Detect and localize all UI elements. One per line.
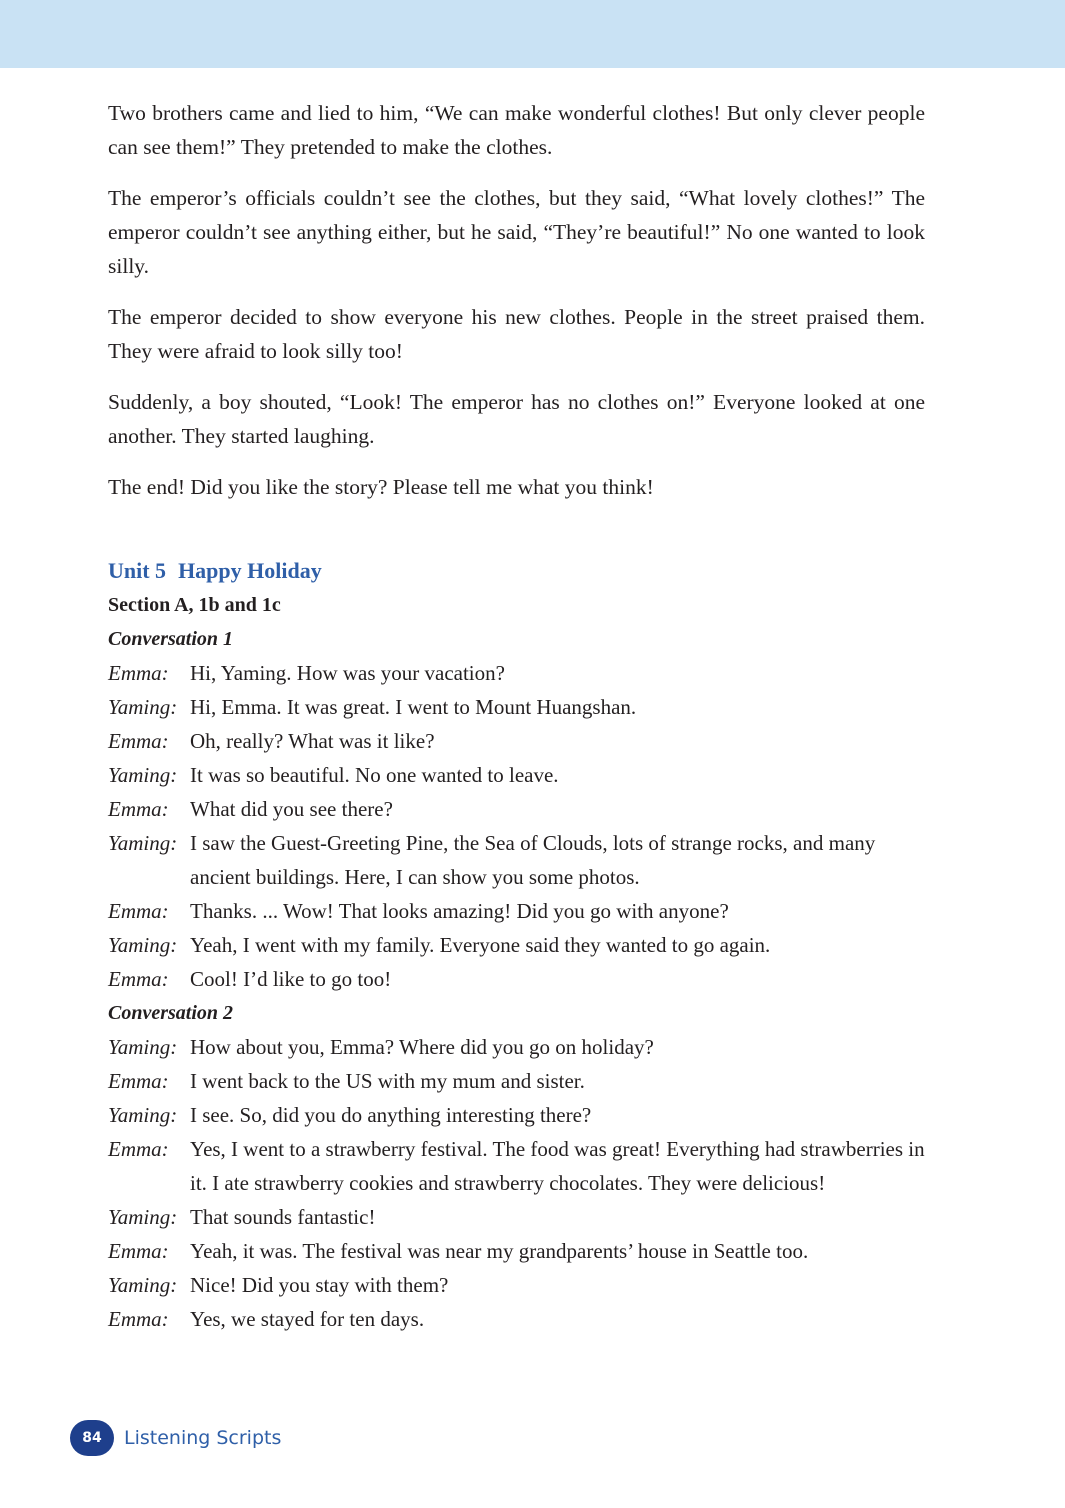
dialogue-text: What did you see there? <box>190 797 393 821</box>
dialogue-line <box>108 962 925 996</box>
speaker-name: Emma: <box>108 661 169 685</box>
page-content <box>108 96 925 1336</box>
footer-section-title: Listening Scripts <box>124 1427 282 1449</box>
dialogue-line <box>108 1064 925 1098</box>
speaker-name: Yaming: <box>108 695 178 719</box>
dialogue-line <box>108 1200 925 1234</box>
conversation-2-title: Conversation 2 <box>108 1002 234 1024</box>
story-paragraph: The emperor’s officials couldn’t see the clothes, but they said, “What lovely clothes!” The emperor couldn’t see anything either, but he said, “They’re beautiful!” No one wanted to look silly. <box>108 186 925 278</box>
dialogue-line <box>108 656 925 690</box>
dialogue-text: I went back to the US with my mum and sister. <box>190 1069 585 1093</box>
dialogue-text: Thanks. ... Wow! That looks amazing! Did you go with anyone? <box>190 899 729 923</box>
section-heading: Section A, 1b and 1c <box>108 594 281 616</box>
header-band <box>0 0 1065 68</box>
unit-title: Happy Holiday <box>178 558 322 583</box>
dialogue-text: Oh, really? What was it like? <box>190 729 435 753</box>
speaker-name: Emma: <box>108 1069 169 1093</box>
dialogue-line <box>108 928 925 962</box>
dialogue-line <box>108 1098 925 1132</box>
speaker-name: Yaming: <box>108 933 178 957</box>
dialogue-line <box>108 1302 925 1336</box>
speaker-name: Yaming: <box>108 763 178 787</box>
dialogue-text: Yeah, it was. The festival was near my grandparents’ house in Seattle too. <box>190 1239 809 1263</box>
speaker-name: Yaming: <box>108 1035 178 1059</box>
speaker-name: Emma: <box>108 729 169 753</box>
speaker-name: Emma: <box>108 1137 169 1161</box>
dialogue-text: Hi, Emma. It was great. I went to Mount Huangshan. <box>190 695 637 719</box>
unit-heading <box>108 554 925 588</box>
conversation-1-title: Conversation 1 <box>108 628 234 650</box>
speaker-name: Emma: <box>108 967 169 991</box>
speaker-name: Emma: <box>108 899 169 923</box>
dialogue-text: Hi, Yaming. How was your vacation? <box>190 661 505 685</box>
page-number-badge: 84 <box>70 1420 114 1456</box>
speaker-name: Emma: <box>108 1239 169 1263</box>
dialogue-line <box>108 792 925 826</box>
speaker-name: Emma: <box>108 797 169 821</box>
story-paragraph: The emperor decided to show everyone his new clothes. People in the street praised them. They were afraid to look silly too! <box>108 305 925 363</box>
dialogue-text: Yes, I went to a strawberry festival. The food was great! Everything had strawberries in it. I ate strawberry cookies and strawberry chocolates. They were delicious! <box>190 1137 925 1195</box>
dialogue-line <box>108 894 925 928</box>
dialogue-text: I saw the Guest-Greeting Pine, the Sea of Clouds, lots of strange rocks, and many ancient buildings. Here, I can show you some photos. <box>190 831 876 889</box>
dialogue-text: I see. So, did you do anything interesting there? <box>190 1103 592 1127</box>
dialogue-line <box>108 690 925 724</box>
dialogue-line <box>108 1132 925 1200</box>
dialogue-line <box>108 1268 925 1302</box>
dialogue-text: How about you, Emma? Where did you go on holiday? <box>190 1035 654 1059</box>
dialogue-text: Cool! I’d like to go too! <box>190 967 392 991</box>
page-footer <box>70 1419 281 1457</box>
dialogue-text: Nice! Did you stay with them? <box>190 1273 449 1297</box>
dialogue-text: That sounds fantastic! <box>190 1205 376 1229</box>
dialogue-text: Yeah, I went with my family. Everyone said they wanted to go again. <box>190 933 771 957</box>
unit-number: Unit 5 <box>108 558 167 583</box>
dialogue-line <box>108 826 925 894</box>
dialogue-text: Yes, we stayed for ten days. <box>190 1307 425 1331</box>
dialogue-text: It was so beautiful. No one wanted to leave. <box>190 763 559 787</box>
speaker-name: Emma: <box>108 1307 169 1331</box>
dialogue-line <box>108 1030 925 1064</box>
dialogue-line <box>108 758 925 792</box>
conversation-1 <box>108 656 925 996</box>
speaker-name: Yaming: <box>108 831 178 855</box>
story-paragraph: The end! Did you like the story? Please tell me what you think! <box>108 475 654 499</box>
dialogue-line <box>108 1234 925 1268</box>
story-paragraph: Two brothers came and lied to him, “We can make wonderful clothes! But only clever people can see them!” They pretended to make the clothes. <box>108 101 925 159</box>
conversation-2 <box>108 1030 925 1336</box>
speaker-name: Yaming: <box>108 1273 178 1297</box>
speaker-name: Yaming: <box>108 1103 178 1127</box>
speaker-name: Yaming: <box>108 1205 178 1229</box>
dialogue-line <box>108 724 925 758</box>
story-paragraph: Suddenly, a boy shouted, “Look! The emperor has no clothes on!” Everyone looked at one another. They started laughing. <box>108 390 925 448</box>
